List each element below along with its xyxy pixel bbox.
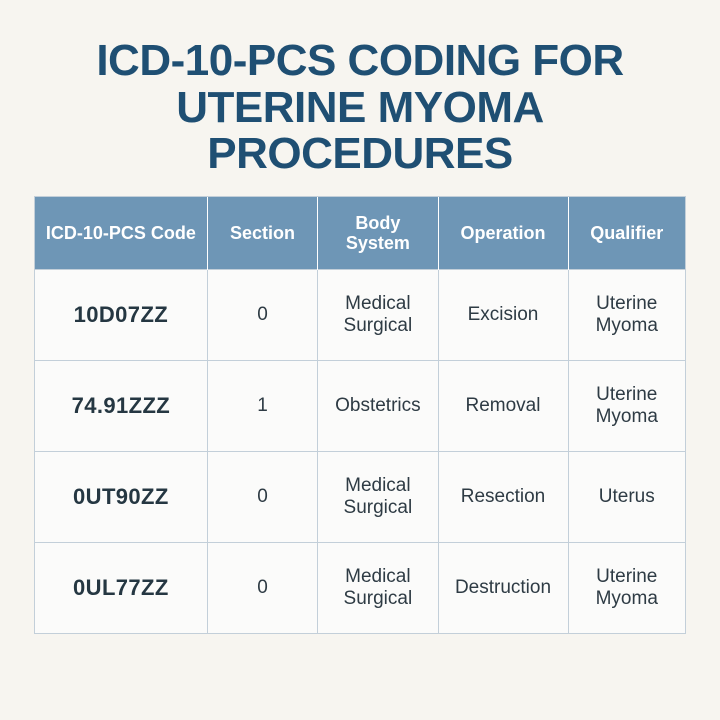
cell-qualifier: Uterine Myoma: [568, 270, 685, 361]
table-body: [35, 270, 685, 634]
cell-body-system: Medical Surgical: [318, 452, 438, 543]
cell-section: 0: [207, 543, 318, 634]
cell-qualifier: Uterus: [568, 452, 685, 543]
table-row: [35, 543, 685, 634]
cell-code: 0UL77ZZ: [35, 543, 207, 634]
table-header-row: [35, 197, 685, 270]
column-header-body-system: Body System: [318, 197, 438, 270]
cell-code: 74.91ZZZ: [35, 361, 207, 452]
cell-qualifier: Uterine Myoma: [568, 543, 685, 634]
cell-section: 1: [207, 361, 318, 452]
table-row: [35, 452, 685, 543]
cell-operation: Destruction: [438, 543, 568, 634]
cell-code: 0UT90ZZ: [35, 452, 207, 543]
cell-section: 0: [207, 452, 318, 543]
title-line-1: ICD-10-PCS CODING FOR: [96, 36, 624, 85]
coding-table: [35, 197, 685, 633]
column-header-qualifier: Qualifier: [568, 197, 685, 270]
cell-operation: Resection: [438, 452, 568, 543]
coding-table-container: [34, 196, 686, 634]
cell-body-system: Medical Surgical: [318, 543, 438, 634]
column-header-code: ICD-10-PCS Code: [35, 197, 207, 270]
title-line-2: UTERINE MYOMA: [176, 82, 544, 132]
cell-body-system: Obstetrics: [318, 361, 438, 452]
cell-code: 10D07ZZ: [35, 270, 207, 361]
table-row: [35, 361, 685, 452]
column-header-section: Section: [207, 197, 318, 270]
cell-qualifier: Uterine Myoma: [568, 361, 685, 452]
cell-section: 0: [207, 270, 318, 361]
cell-operation: Excision: [438, 270, 568, 361]
cell-operation: Removal: [438, 361, 568, 452]
cell-body-system: Medical Surgical: [318, 270, 438, 361]
column-header-operation: Operation: [438, 197, 568, 270]
table-row: [35, 270, 685, 361]
table-header: [35, 197, 685, 270]
page-title: [48, 38, 672, 178]
title-line-3: PROCEDURES: [207, 129, 513, 179]
